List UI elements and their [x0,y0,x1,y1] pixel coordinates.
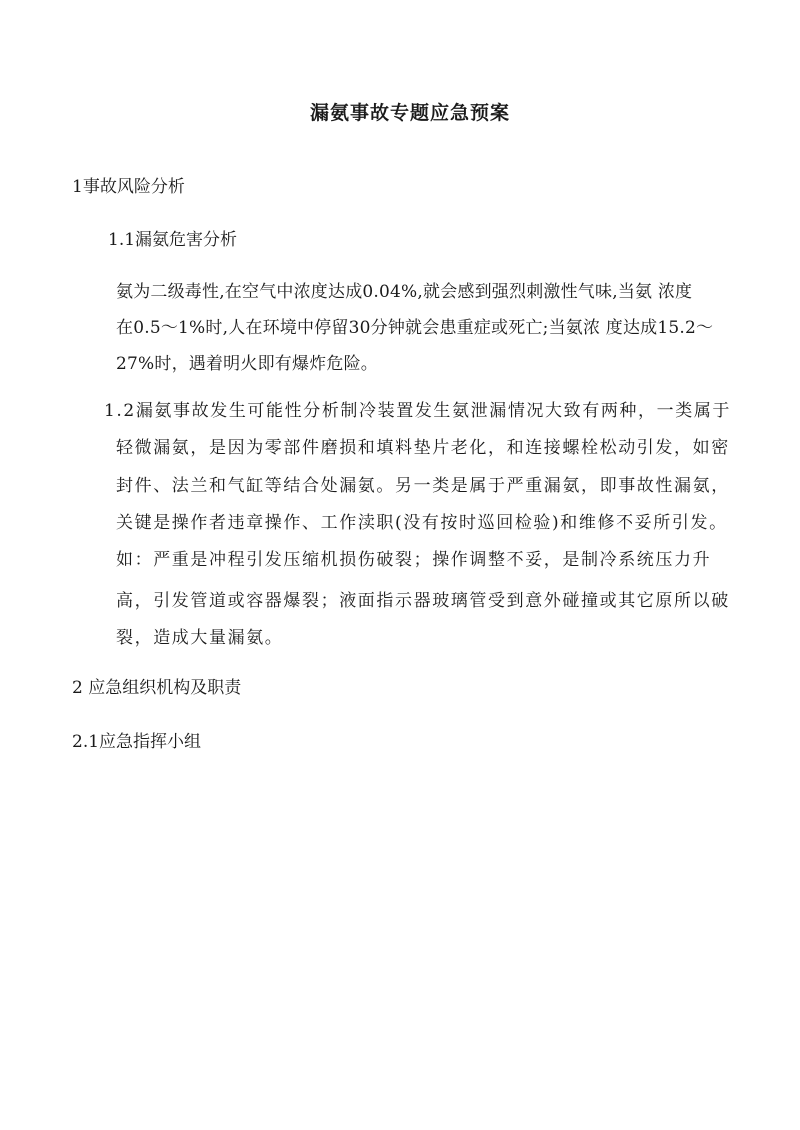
paragraph-1-2-line-1: 1.2漏氨事故发生可能性分析制冷装置发生氨泄漏情况大致有两种，一类属于 [104,401,732,421]
document-title: 漏氨事故专题应急预案 [309,102,510,124]
paragraph-1-2-line-2: 轻微漏氨，是因为零部件磨损和填料垫片老化，和连接螺栓松动引发，如密 [116,438,730,458]
section-2-heading: 2 应急组织机构及职责 [72,678,242,698]
paragraph-1-1-line-2: 在0.5～1%时,人在环境中停留30分钟就会患重症或死亡;当氨浓 度达成15.2～ [116,318,714,338]
paragraph-1-2-line-7: 裂，造成大量漏氨。 [116,628,284,648]
paragraph-1-1-line-1: 氨为二级毒性,在空气中浓度达成0.04%,就会感到强烈刺激性气味,当氨 浓度 [116,282,693,302]
section-2-1-heading: 2.1应急指挥小组 [72,732,202,752]
paragraph-1-2-line-3: 封件、法兰和气缸等结合处漏氨。另一类是属于严重漏氨，即事故性漏氨， [116,476,730,496]
paragraph-1-1-line-3: 27%时，遇着明火即有爆炸危险。 [116,354,378,374]
paragraph-1-2-line-6: 高，引发管道或容器爆裂；液面指示器玻璃管受到意外碰撞或其它原所以破 [116,591,730,611]
paragraph-1-2-line-4: 关键是操作者违章操作、工作渎职(没有按时巡回检验)和维修不妥所引发。 [116,513,728,533]
paragraph-1-2-line-5: 如：严重是冲程引发压缩机损伤破裂；操作调整不妥，是制冷系统压力升 [116,550,712,570]
section-1-1-heading: 1.1漏氨危害分析 [108,230,238,250]
section-1-heading: 1事故风险分析 [72,177,185,197]
